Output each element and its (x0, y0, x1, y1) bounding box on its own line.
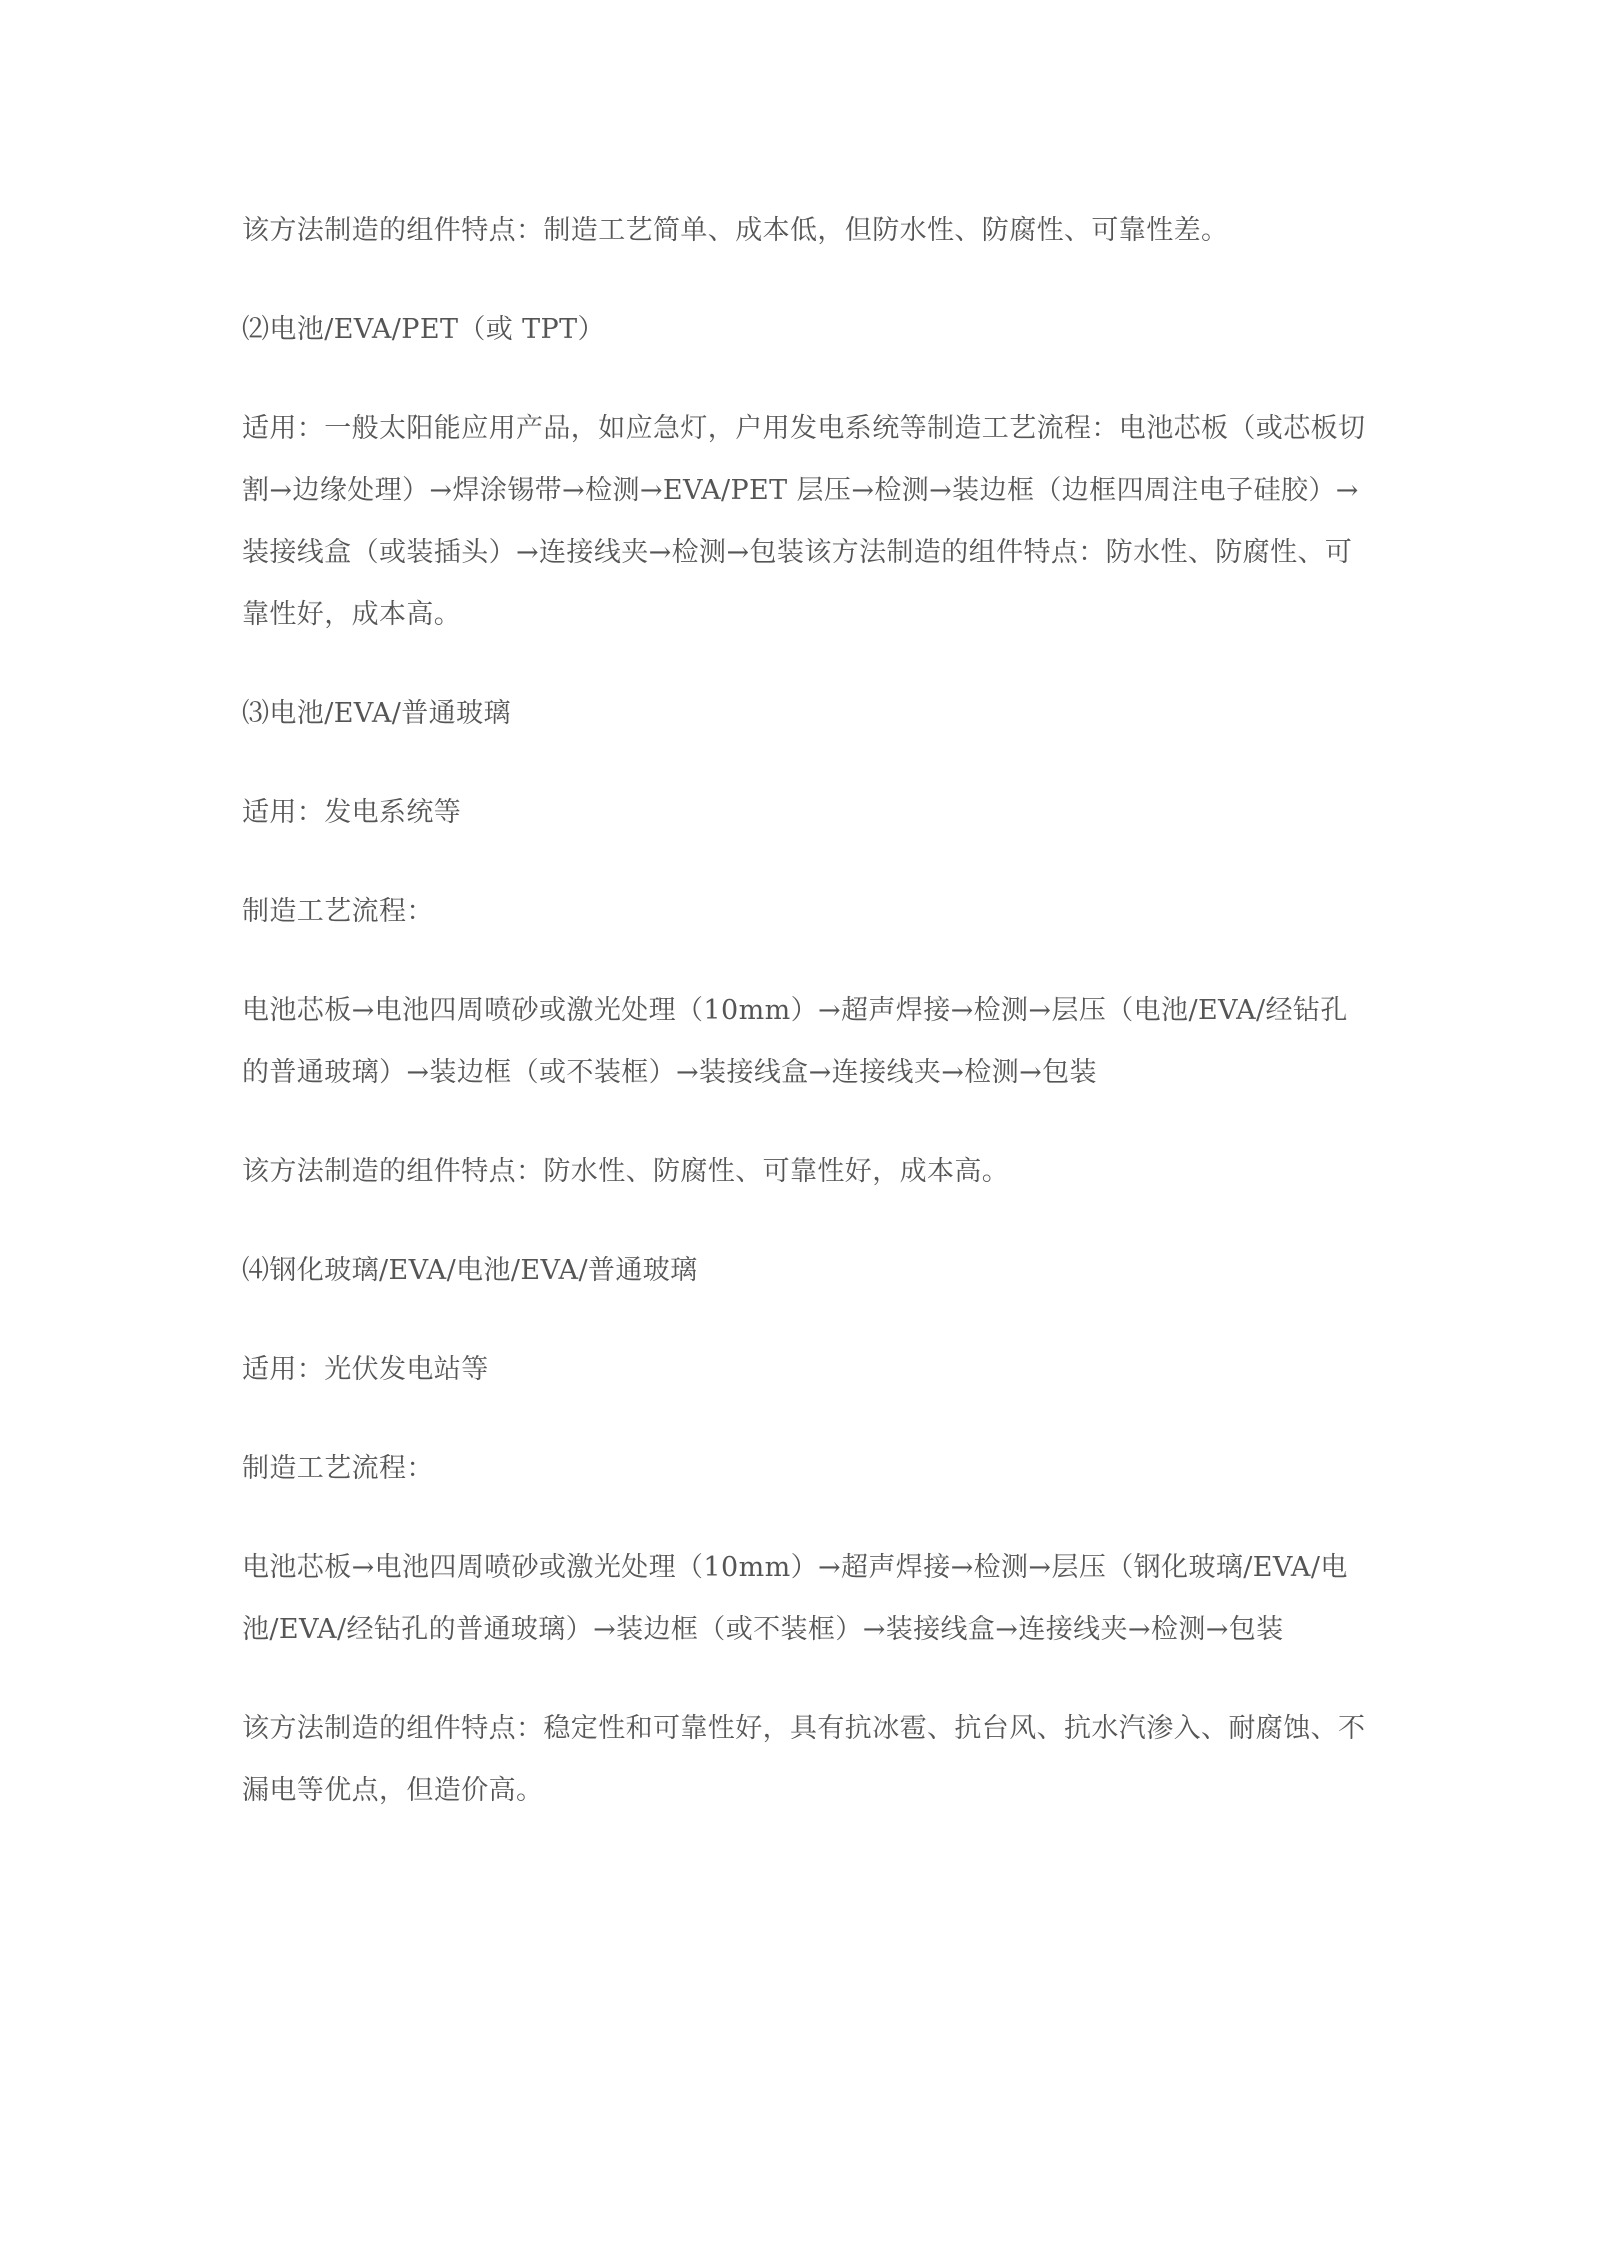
paragraph-application-4: 适用：光伏发电站等 (242, 1354, 489, 1385)
paragraph-process-4: 电池芯板→电池四周喷砂或激光处理（10mm）→超声焊接→检测→层压（钢化玻璃/EVA/电池/EVA/经钻孔的普通玻璃）→装边框（或不装框）→装接线盒→连接线夹→检测→包装 (242, 1552, 1348, 1645)
section-heading-3: ⑶电池/EVA/普通玻璃 (242, 698, 511, 729)
paragraph-features-1: 该方法制造的组件特点：制造工艺简单、成本低，但防水性、防腐性、可靠性差。 (242, 215, 1229, 246)
paragraph-process-label-3: 制造工艺流程： (242, 896, 434, 927)
paragraph-process-label-4: 制造工艺流程： (242, 1453, 434, 1484)
paragraph-features-3: 该方法制造的组件特点：防水性、防腐性、可靠性好，成本高。 (242, 1156, 1010, 1187)
section-heading-2: ⑵电池/EVA/PET（或 TPT） (242, 314, 605, 345)
paragraph-application-3: 适用：发电系统等 (242, 797, 462, 828)
paragraph-features-4: 该方法制造的组件特点：稳定性和可靠性好，具有抗冰雹、抗台风、抗水汽渗入、耐腐蚀、不漏电等优点，但造价高。 (242, 1713, 1366, 1806)
paragraph-application-2: 适用：一般太阳能应用产品，如应急灯，户用发电系统等制造工艺流程：电池芯板（或芯板切割→边缘处理）→焊涂锡带→检测→EVA/PET 层压→检测→装边框（边框四周注电子硅胶）→装接线盒（或装插头）→连接线夹→检测→包装该方法制造的组件特点：防水性、防腐性、可靠性好，成本高。 (242, 413, 1366, 630)
paragraph-process-3: 电池芯板→电池四周喷砂或激光处理（10mm）→超声焊接→检测→层压（电池/EVA/经钻孔的普通玻璃）→装边框（或不装框）→装接线盒→连接线夹→检测→包装 (242, 995, 1348, 1088)
document-body (242, 200, 1372, 1822)
section-heading-4: ⑷钢化玻璃/EVA/电池/EVA/普通玻璃 (242, 1255, 698, 1286)
